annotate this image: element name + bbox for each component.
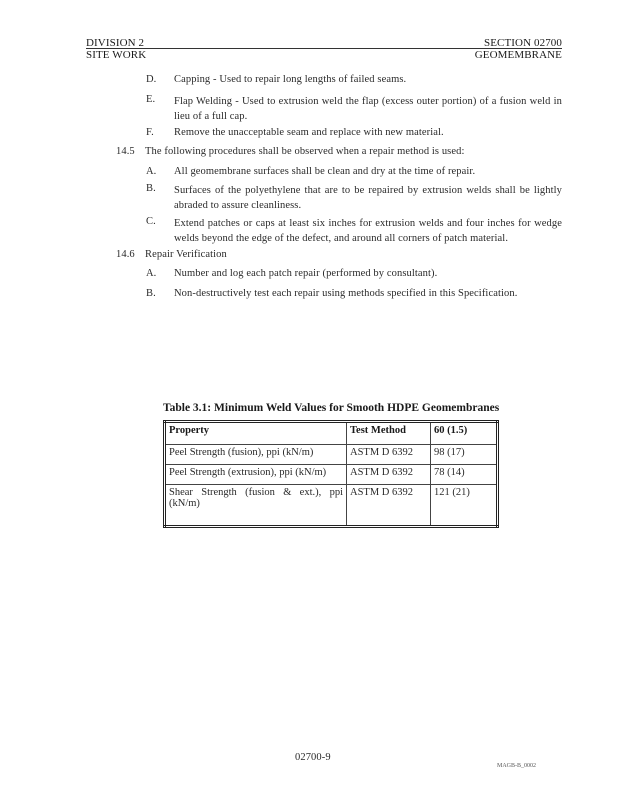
- item-14-5-a-text: All geomembrane surfaces shall be clean and dry at the time of repair.: [174, 166, 476, 177]
- weld-values-table: [163, 420, 499, 528]
- item-e-text: Flap Welding - Used to extrusion weld the flap (excess outer portion) of a fusion weld in lieu of a full cap.: [174, 96, 562, 122]
- item-14-5-b-letter: B.: [146, 183, 156, 194]
- table-cell-property: Peel Strength (extrusion), ppi (kN/m): [165, 465, 347, 485]
- table-row: [165, 445, 498, 465]
- table-header-test-method: Test Method: [347, 422, 431, 445]
- table-cell-value: 98 (17): [431, 445, 498, 465]
- item-d-letter: D.: [146, 74, 157, 85]
- site-work-label: SITE WORK: [86, 49, 147, 61]
- table-cell-value: 121 (21): [431, 485, 498, 527]
- section-14-5-intro: The following procedures shall be observed when a repair method is used:: [145, 146, 465, 157]
- table-header-row: [165, 422, 498, 445]
- item-14-6-a-text: Number and log each patch repair (performed by consultant).: [174, 268, 438, 279]
- section-14-6-number: 14.6: [116, 249, 135, 260]
- table-header-property: Property: [165, 422, 347, 445]
- division-label: DIVISION 2: [86, 37, 145, 49]
- table-cell-value: 78 (14): [431, 465, 498, 485]
- section-14-5-number: 14.5: [116, 146, 135, 157]
- item-14-6-b-text: Non-destructively test each repair using methods specified in this Specification.: [174, 288, 518, 299]
- table-row: [165, 465, 498, 485]
- item-f-text: Remove the unacceptable seam and replace with new material.: [174, 127, 444, 138]
- table-caption: Table 3.1: Minimum Weld Values for Smooth HDPE Geomembranes: [163, 402, 500, 414]
- table-cell-test-method: ASTM D 6392: [347, 485, 431, 527]
- table-cell-property: Peel Strength (fusion), ppi (kN/m): [165, 445, 347, 465]
- section-title: GEOMEMBRANE: [474, 49, 562, 61]
- document-stamp: MAGB-B_0002: [497, 763, 537, 769]
- table-cell-property: Shear Strength (fusion & ext.), ppi (kN/m): [165, 485, 347, 527]
- item-d-text: Capping - Used to repair long lengths of failed seams.: [174, 74, 407, 85]
- section-14-6-title: Repair Verification: [145, 249, 227, 260]
- item-14-5-c-letter: C.: [146, 216, 156, 227]
- table-cell-test-method: ASTM D 6392: [347, 445, 431, 465]
- item-14-6-a-letter: A.: [146, 268, 157, 279]
- item-e-letter: E.: [146, 94, 156, 105]
- table-row: [165, 485, 498, 527]
- item-14-5-b-text: Surfaces of the polyethylene that are to be repaired by extrusion welds shall be lightly abraded to assure cleanliness.: [174, 185, 562, 211]
- table-header-thickness: 60 (1.5): [431, 422, 498, 445]
- table-cell-test-method: ASTM D 6392: [347, 465, 431, 485]
- section-number: SECTION 02700: [484, 37, 562, 49]
- header-rule: [86, 48, 562, 49]
- item-f-letter: F.: [146, 127, 154, 138]
- item-14-5-a-letter: A.: [146, 166, 157, 177]
- page-number: 02700-9: [295, 752, 331, 763]
- item-14-5-c-text: Extend patches or caps at least six inches for extrusion welds and four inches for wedge welds beyond the edge of the defect, and around all corners of patch material.: [174, 218, 562, 244]
- item-14-6-b-letter: B.: [146, 288, 156, 299]
